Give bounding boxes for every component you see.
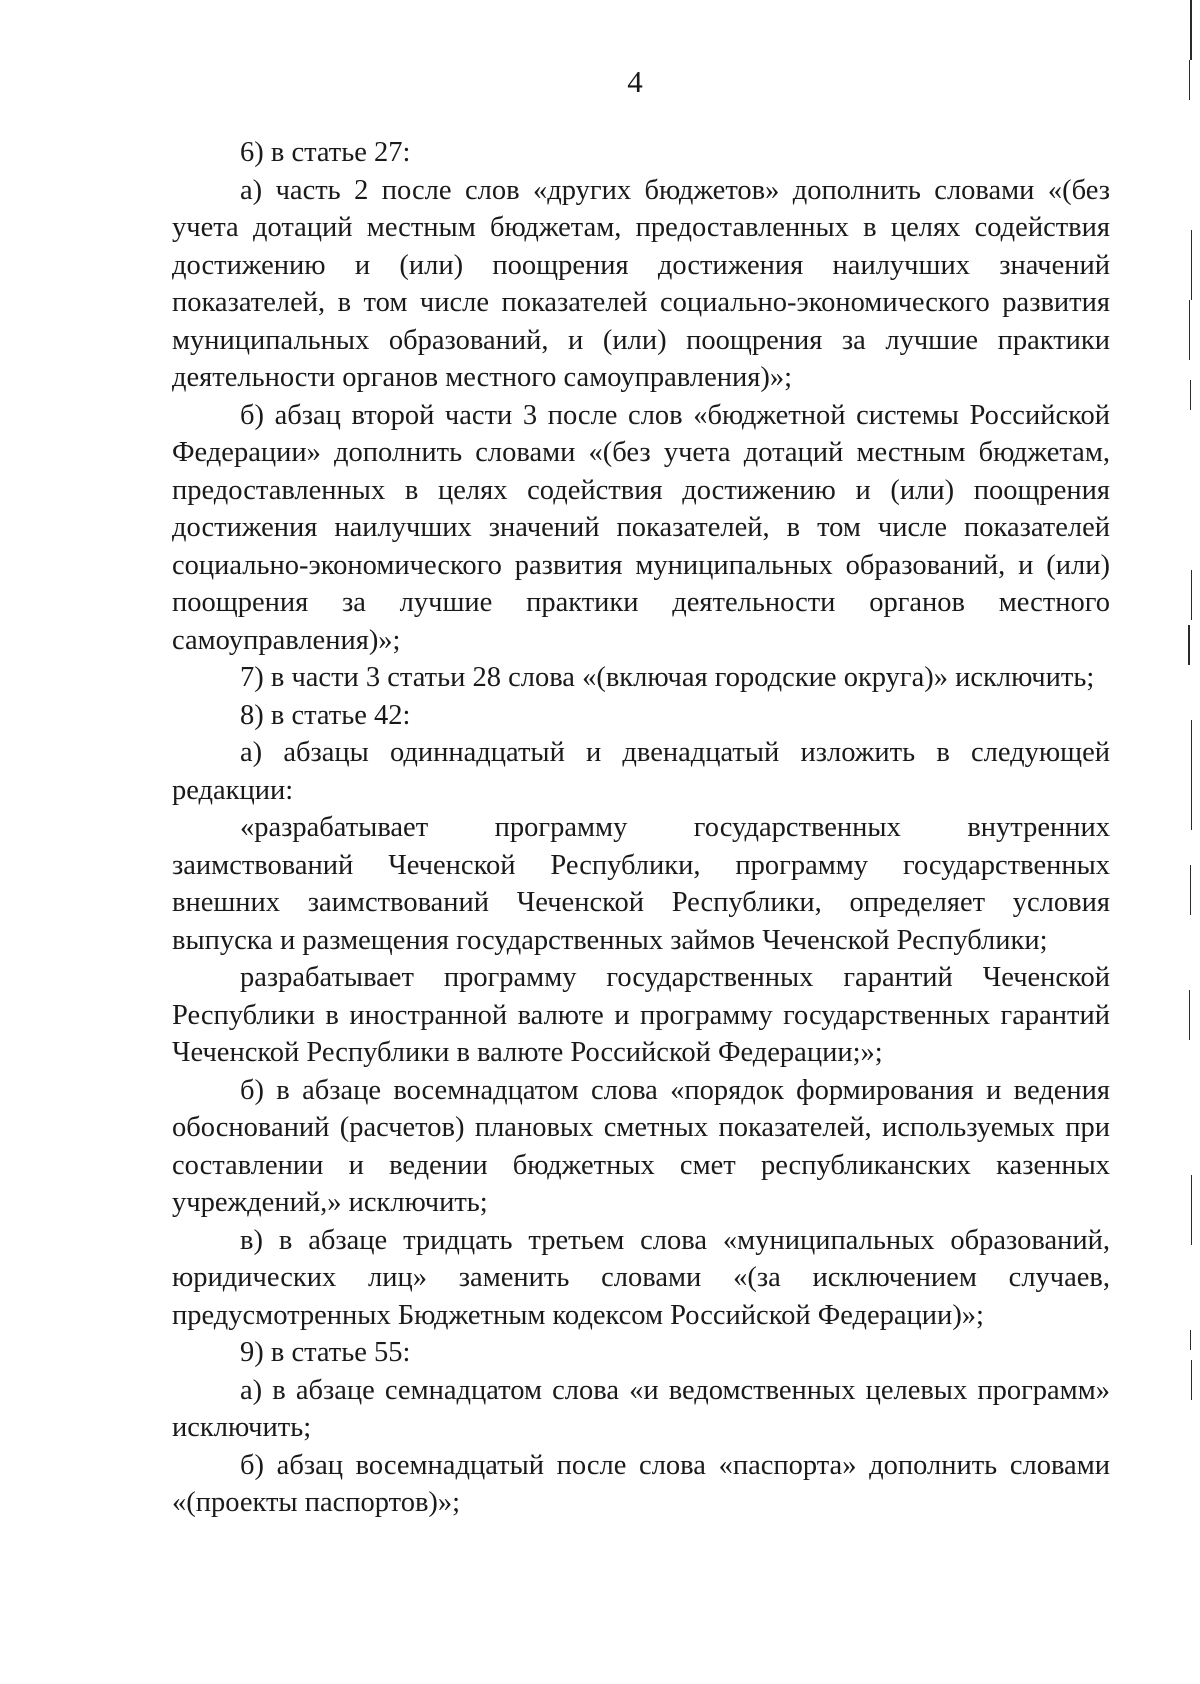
paragraph-item-6: 6) в статье 27: [240, 137, 411, 168]
scan-mark [1190, 380, 1191, 410]
scan-mark [1191, 1360, 1192, 1400]
paragraph-item-9a: а) в абзаце семнадцатом слова «и ведомственных целевых программ» исключить; [172, 1374, 1110, 1443]
scan-mark [1191, 1175, 1192, 1245]
document-body [172, 134, 1110, 1522]
page-number: 4 [627, 64, 643, 99]
paragraph-item-8b: б) в абзаце восемнадцатом слова «порядок формирования и ведения обоснований (расчетов) плановых сметных показателей, используемых при составлении и ведении бюджетных смет республиканских казенных учреждений,» исключить; [172, 1074, 1110, 1218]
paragraph-item-6a: а) часть 2 после слов «других бюджетов» дополнить словами «(без учета дотаций местным бюджетам, предоставленных в целях содействия достижению и (или) поощрения достижения наилучших значений показателей, в том числе показателей социально-экономического развития муниципальных образований, и (или) поощрения за лучшие практики деятельности органов местного самоуправления)»; [172, 174, 1110, 393]
paragraph-item-8a: а) абзацы одиннадцатый и двенадцатый изложить в следующей редакции: [172, 737, 1110, 806]
paragraph-quote-1: «разрабатывает программу государственных внутренних заимствований Чеченской Республики, программу государственных внешних заимствований Чеченской Республики, определяет условия выпуска и размещения государственных займов Чеченской Республики; [172, 812, 1110, 956]
scan-mark [1191, 230, 1192, 300]
paragraph-item-7: 7) в части 3 статьи 28 слова «(включая городские округа)» исключить; [240, 662, 1095, 693]
paragraph-item-9b: б) абзац восемнадцатый после слова «паспорта» дополнить словами «(проекты паспортов)»; [172, 1449, 1110, 1518]
paragraph-quote-2: разрабатывает программу государственных гарантий Чеченской Республики в иностранной валюте и программу государственных гарантий Чеченской Республики в валюте Российской Федерации;»; [172, 962, 1110, 1068]
paragraph-item-8: 8) в статье 42: [240, 699, 411, 731]
scan-mark [1189, 990, 1190, 1040]
scan-mark [1191, 570, 1192, 620]
scan-mark [1189, 300, 1190, 360]
scan-mark [1190, 0, 1192, 60]
scan-mark [1190, 1330, 1191, 1350]
paragraph-item-6b: б) абзац второй части 3 после слов «бюджетной системы Российской Федерации» дополнить словами «(без учета дотаций местным бюджетам, предоставленных в целях содействия достижению и (или) поощрения достижения наилучших значений показателей, в том числе показателей социально-экономического развития муниципальных образований, и (или) поощрения за лучшие практики деятельности органов местного самоуправления)»; [172, 399, 1110, 656]
scan-mark [1191, 720, 1192, 830]
paragraph-item-9: 9) в статье 55: [240, 1337, 411, 1368]
paragraph-item-8v: в) в абзаце тридцать третьем слова «муниципальных образований, юридических лиц» заменить словами «(за исключением случаев, предусмотренных Бюджетным кодексом Российской Федерации)»; [172, 1224, 1110, 1331]
scan-edge-artifacts [1170, 0, 1200, 1684]
scan-mark [1189, 60, 1190, 100]
scan-mark [1188, 625, 1190, 665]
scan-mark [1190, 865, 1191, 915]
